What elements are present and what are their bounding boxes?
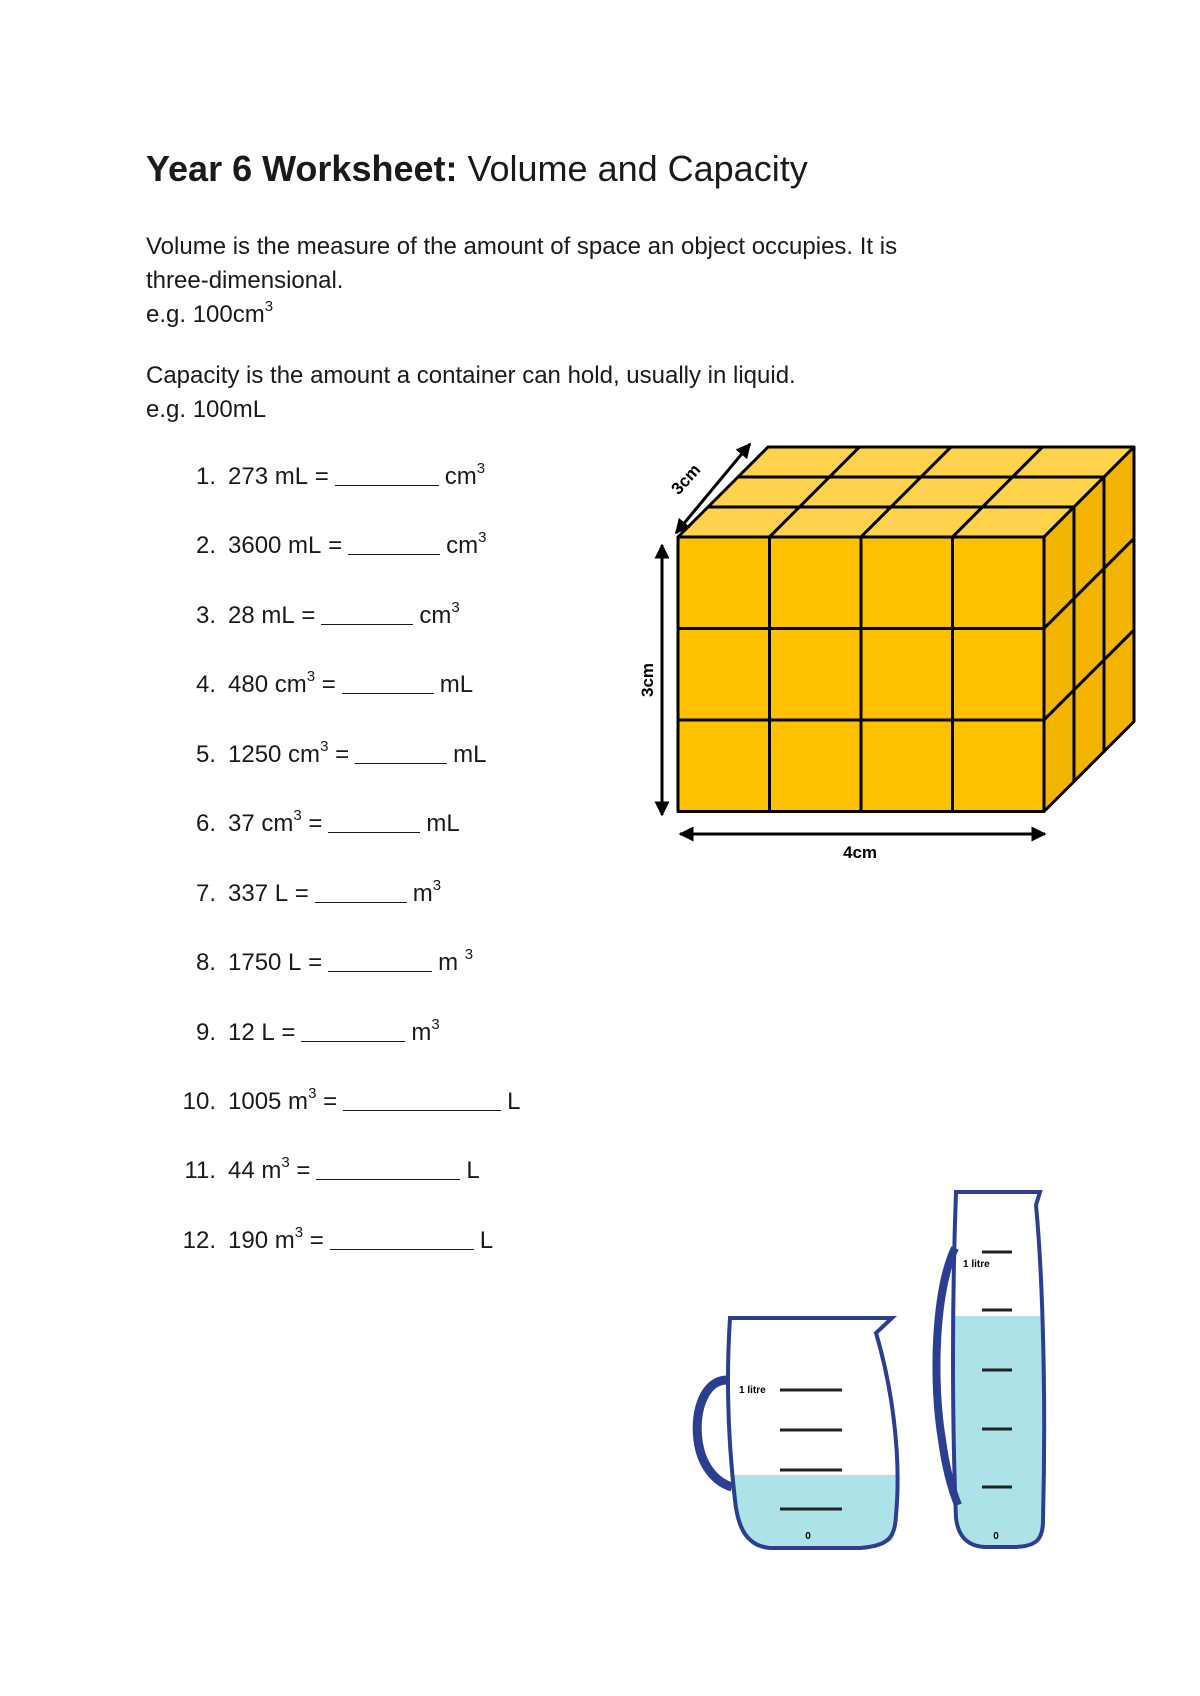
answer-unit: m	[412, 880, 433, 907]
question-number: 3.	[195, 602, 216, 629]
equals-sign: =	[301, 810, 323, 837]
answer-unit-sup: 3	[478, 529, 487, 546]
question-value-sup: 3	[294, 1224, 304, 1241]
equals-sign: =	[294, 602, 316, 629]
answer-unit: mL	[426, 810, 460, 837]
title-bold: Year 6 Worksheet:	[146, 148, 458, 189]
equals-sign: =	[321, 532, 343, 559]
answer-unit-sup: 3	[464, 946, 474, 963]
question-value: 1750 L	[228, 949, 302, 976]
question-value: 273 mL	[228, 463, 309, 490]
left-jug-water	[730, 1475, 897, 1548]
answer-unit-sup: 3	[431, 1016, 440, 1033]
equals-sign: =	[288, 880, 309, 907]
answer-unit-sup: 3	[451, 599, 460, 616]
equals-sign: =	[308, 463, 329, 490]
answer-unit: cm	[444, 463, 477, 490]
height-label: 3cm	[638, 662, 657, 698]
equals-sign: =	[315, 671, 336, 698]
equals-sign: =	[289, 1157, 311, 1184]
question-value: 1005 m	[228, 1088, 309, 1115]
question-value: 12 L	[228, 1019, 275, 1046]
question-number: 1.	[195, 463, 216, 490]
question-number: 2.	[195, 532, 216, 559]
question-value: 337 L	[228, 880, 289, 907]
answer-unit: L	[466, 1157, 480, 1184]
question-value: 44 m	[228, 1157, 282, 1184]
answer-unit: cm	[419, 602, 452, 629]
capacity-example: e.g. 100mL	[146, 396, 267, 423]
right-jug-capacity-label: 1 litre	[963, 1259, 990, 1270]
question-value-sup: 3	[281, 1154, 290, 1171]
question-value-sup: 3	[293, 807, 302, 824]
question-value: 37 cm	[228, 810, 294, 837]
answer-unit: mL	[453, 741, 487, 768]
question-number: 6.	[195, 810, 216, 837]
right-jug	[936, 1192, 1044, 1547]
question-number: 5.	[195, 741, 216, 768]
answer-unit: cm	[446, 532, 479, 559]
question-value: 190 m	[228, 1227, 295, 1254]
answer-unit: L	[479, 1227, 494, 1254]
volume-example: e.g. 100cm	[146, 301, 265, 328]
question-number: 9.	[195, 1019, 216, 1046]
width-label: 4cm	[842, 843, 878, 862]
left-jug-capacity-label: 1 litre	[739, 1385, 766, 1396]
answer-unit-sup: 3	[476, 460, 486, 477]
volume-line-1: Volume is the measure of the amount of space an object occupies. It is	[146, 233, 898, 260]
question-value: 28 mL	[228, 602, 295, 629]
question-number: 8.	[195, 949, 216, 976]
answer-unit: L	[507, 1088, 521, 1115]
depth-label: 3cm	[667, 460, 705, 499]
right-jug-water	[953, 1316, 1043, 1547]
question-number: 7.	[195, 880, 216, 907]
answer-unit: m	[411, 1019, 432, 1046]
question-value-sup: 3	[308, 1085, 317, 1102]
answer-unit: mL	[439, 671, 474, 698]
equals-sign: =	[303, 1227, 324, 1254]
equals-sign: =	[328, 741, 350, 768]
question-value-sup: 3	[320, 738, 329, 755]
equals-sign: =	[316, 1088, 338, 1115]
right-jug-zero-label: 0	[993, 1531, 999, 1542]
volume-example-sup: 3	[264, 298, 274, 315]
answer-unit: m	[438, 949, 465, 976]
left-jug-zero-label: 0	[805, 1531, 811, 1542]
answer-unit-sup: 3	[432, 877, 442, 894]
question-value: 1250 cm	[228, 741, 321, 768]
volume-line-2: three-dimensional.	[146, 267, 344, 294]
equals-sign: =	[274, 1019, 296, 1046]
title-rest: Volume and Capacity	[457, 148, 808, 189]
question-number: 11.	[184, 1157, 216, 1184]
question-value: 3600 mL	[228, 532, 322, 559]
question-value: 480 cm	[228, 671, 307, 698]
question-number: 4.	[195, 671, 216, 698]
capacity-line-1: Capacity is the amount a container can hold, usually in liquid.	[146, 362, 796, 389]
left-jug	[697, 1318, 897, 1548]
question-number: 12.	[182, 1227, 216, 1254]
equals-sign: =	[301, 949, 323, 976]
question-value-sup: 3	[306, 668, 316, 685]
question-number: 10.	[182, 1088, 216, 1115]
